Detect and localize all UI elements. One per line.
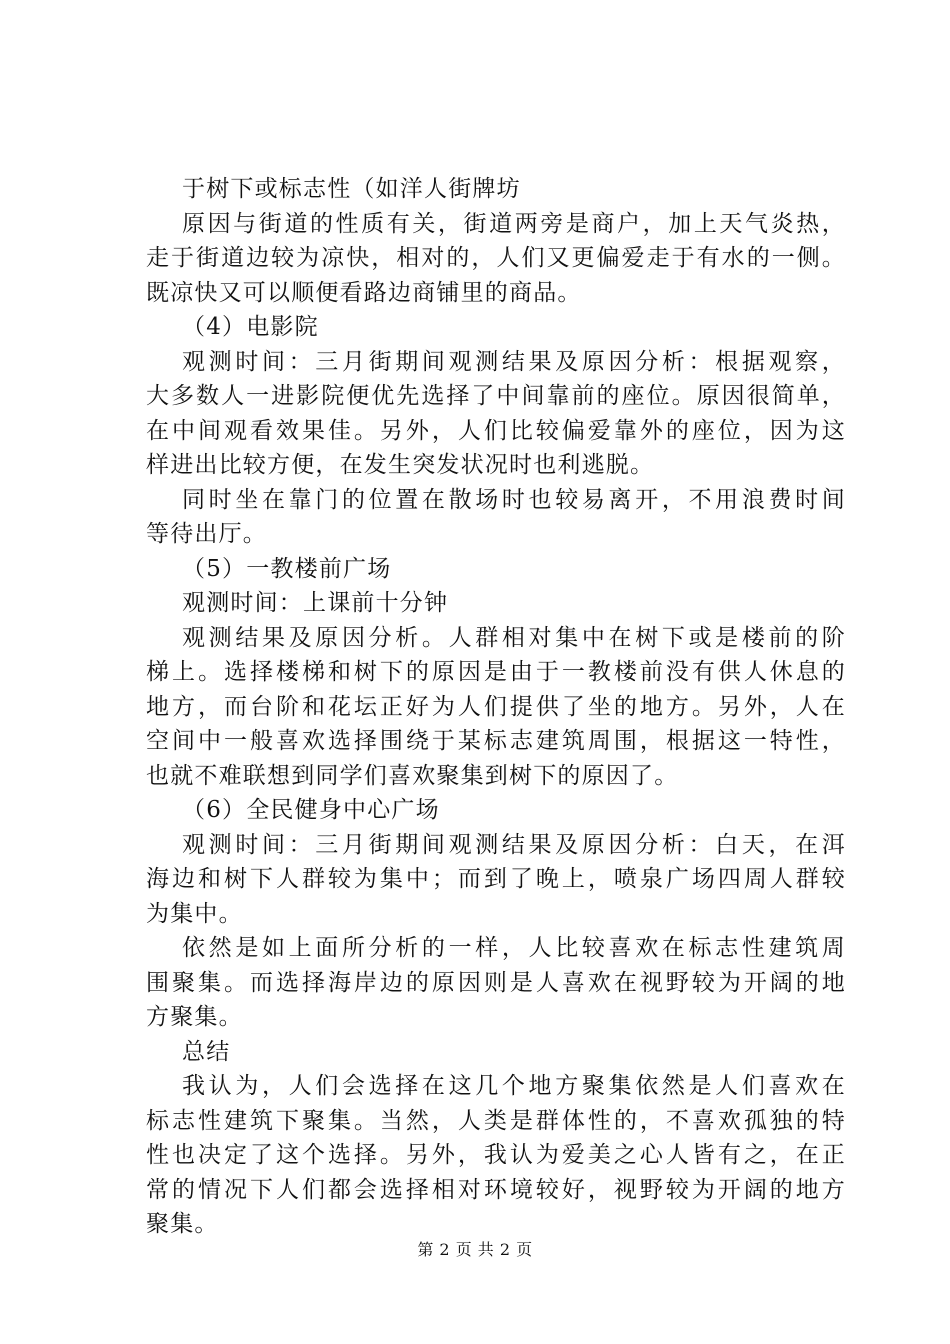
text-line: 观测结果及原因分析。人群相对集中在树下或是楼前的阶: [182, 624, 846, 651]
text-line: 依然是如上面所分析的一样，人比较喜欢在标志性建筑周: [182, 935, 846, 961]
text-line: 大多数人一进影院便优先选择了中间靠前的座位。原因很简单，: [146, 383, 846, 409]
page-footer: 第 2 页 共 2 页: [417, 1240, 533, 1259]
text-line: 于树下或标志性（如洋人街牌坊: [182, 176, 521, 202]
text-line: 空间中一般喜欢选择围绕于某标志建筑周围，根据这一特性，: [146, 728, 846, 754]
text-line: 梯上。选择楼梯和树下的原因是由于一教楼前没有供人休息的: [146, 659, 846, 685]
text-line: （5）一教楼前广场: [182, 555, 392, 582]
text-line: （4）电影院: [182, 314, 319, 340]
text-line: 聚集。: [146, 1211, 219, 1237]
text-line: 海边和树下人群较为集中；而到了晚上，喷泉广场四周人群较: [146, 866, 846, 892]
text-line: 也就不难联想到同学们喜欢聚集到树下的原因了。: [146, 762, 679, 789]
text-line: 走于街道边较为凉快，相对的，人们又更偏爱走于有水的一侧。: [146, 245, 846, 271]
text-line: 性也决定了这个选择。另外，我认为爱美之心人皆有之，在正: [146, 1142, 846, 1168]
text-line: 标志性建筑下聚集。当然，人类是群体性的，不喜欢孤独的特: [146, 1107, 846, 1134]
text-line: 总结: [182, 1038, 231, 1065]
text-line: 观测时间：三月街期间观测结果及原因分析：根据观察，: [182, 348, 846, 375]
text-line: 样进出比较方便，在发生突发状况时也利逃脱。: [146, 452, 655, 478]
text-line: 我认为，人们会选择在这几个地方聚集依然是人们喜欢在: [182, 1073, 846, 1099]
text-line: （6）全民健身中心广场: [182, 797, 440, 823]
text-line: 为集中。: [146, 900, 243, 927]
text-line: 观测时间：上课前十分钟: [182, 590, 449, 616]
text-line: 围聚集。而选择海岸边的原因则是人喜欢在视野较为开阔的地: [146, 969, 846, 996]
text-line: 既凉快又可以顺便看路边商铺里的商品。: [146, 279, 582, 306]
text-line: 常的情况下人们都会选择相对环境较好，视野较为开阔的地方: [146, 1176, 846, 1203]
text-line: 原因与街道的性质有关，街道两旁是商户，加上天气炎热，: [182, 210, 846, 237]
text-line: 等待出厅。: [146, 521, 267, 547]
text-line: 观测时间：三月街期间观测结果及原因分析：白天，在洱: [182, 831, 846, 858]
text-line: 地方，而台阶和花坛正好为人们提供了坐的地方。另外，人在: [146, 693, 846, 720]
text-line: 在中间观看效果佳。另外，人们比较偏爱靠外的座位，因为这: [146, 417, 846, 444]
document-body: [146, 172, 846, 1242]
text-line: 同时坐在靠门的位置在散场时也较易离开，不用浪费时间: [182, 486, 846, 513]
text-line: 方聚集。: [146, 1004, 243, 1030]
